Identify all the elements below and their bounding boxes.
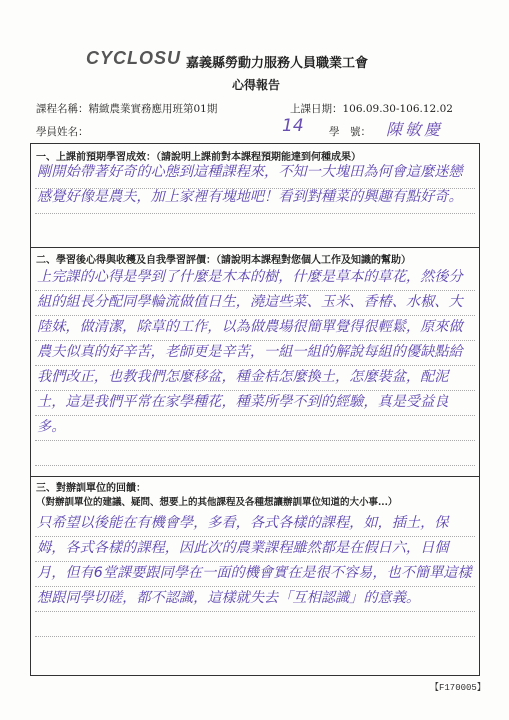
- period-label: 上課日期：: [290, 103, 343, 115]
- section-2-handwriting: 上完課的心得是學到了什麼是木本的樹，什麼是草本的草花，然後分組的組長分配同學輪流做值日生，澆這些菜、玉米、香椿、水椒、大陸妹，做清潔，除草的工作，以為做農場很簡單覺得很輕鬆，原來做農夫似真的好辛苦，老師更是辛苦，一組一組的解說每組的優缺點給我們改正，也教我們怎麼移盆，種金桔怎麼換土，怎麼裝盆，配泥土，這是我們平常在家學種花，種菜所學不到的經驗，真是受益良多。: [37, 269, 463, 435]
- document-code: 【F170005】: [430, 683, 486, 693]
- org-name: 嘉義縣勞動力服務人員職業工會: [186, 56, 369, 71]
- report-form: [30, 143, 480, 676]
- student-name-label: 學員姓名：: [36, 126, 89, 138]
- course-field: [36, 101, 217, 116]
- course-label: 課程名稱：: [36, 103, 89, 115]
- handwritten-seat-number: 14: [282, 116, 304, 136]
- section-3-title: 三、對辦訓單位的回饋：: [36, 483, 146, 494]
- section-1-handwriting: 剛開始帶著好奇的心態到這種課程來，不知一大塊田為何會這麼迷戀感覺好像是農夫，加上家裡有塊地吧！看到對種菜的興趣有點好奇。: [37, 164, 463, 205]
- course-value: 精緻農業實務應用班第01期: [88, 103, 218, 115]
- seat-number-field: [329, 124, 371, 139]
- period-value: 106.09.30-106.12.02: [342, 103, 453, 115]
- handwritten-student-name: 陳敏慶: [386, 120, 444, 139]
- section-divider: [31, 247, 479, 248]
- seat-number-label: 學 號：: [329, 126, 371, 138]
- section-3-handwriting: 只希望以後能在有機會學，多看，各式各樣的課程，如，插土，保姆，各式各樣的課程，因此次的農業課程雖然都是在假日六，日個月，但有6堂課要跟同學在一面的機會實在是很不容易，也不簡單這樣想跟同學切磋，都不認識，這樣就失去「互相認識」的意義。: [37, 515, 472, 606]
- section-2-title: 二、學習後心得與收穫及自我學習評價：（請說明本課程對您個人工作及知識的幫助）: [36, 255, 411, 266]
- section-3-subtitle: （對辦訓單位的建議、疑問、想要上的其他課程及各種想讓辦訓單位知道的大小事...）: [36, 497, 398, 508]
- student-name-field: [36, 124, 89, 139]
- period-field: [290, 101, 453, 116]
- document-title: 心得報告: [232, 78, 281, 92]
- section-1-title: 一、上課前預期學習成效：（請說明上課前對本課程預期能達到何種成果）: [36, 152, 361, 163]
- org-logo: CYCLOSU: [86, 48, 182, 68]
- section-divider: [31, 476, 479, 477]
